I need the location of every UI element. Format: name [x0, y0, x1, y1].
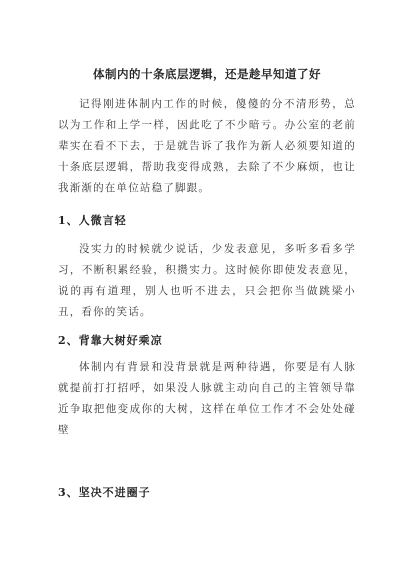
section-heading-2: 2、背靠大树好乘凉	[58, 334, 163, 347]
document-title: 体制内的十条底层逻辑，还是趁早知道了好	[93, 67, 321, 81]
intro-paragraph: 记得刚进体制内工作的时候，傻傻的分不清形势，总以为工作和上学一样，因此吃了不少暗亏。办公室的老前辈实在看不下去，于是就告诉了我作为新人必须要知道的十条底层逻辑，帮助我变得成熟，去除了不少麻烦，也让我渐渐的在单位站稳了脚跟。	[58, 98, 356, 194]
section-body-2: 体制内有背景和没背景就是两种待遇，你要是有人脉就提前打打招呼，如果没人脉就主动向自己的主管领导靠近争取把他变成你的大树，这样在单位工作才不会处处碰壁	[58, 361, 356, 436]
section-heading-1: 1、人微言轻	[58, 214, 127, 227]
section-body-1: 没实力的时候就少说话，少发表意见，多听多看多学习，不断积累经验，积攒实力。这时候你即使发表意见，说的再有道理，别人也听不进去，只会把你当做跳梁小丑，看你的笑话。	[58, 243, 356, 318]
section-heading-3: 3、坚决不进圈子	[58, 486, 151, 499]
